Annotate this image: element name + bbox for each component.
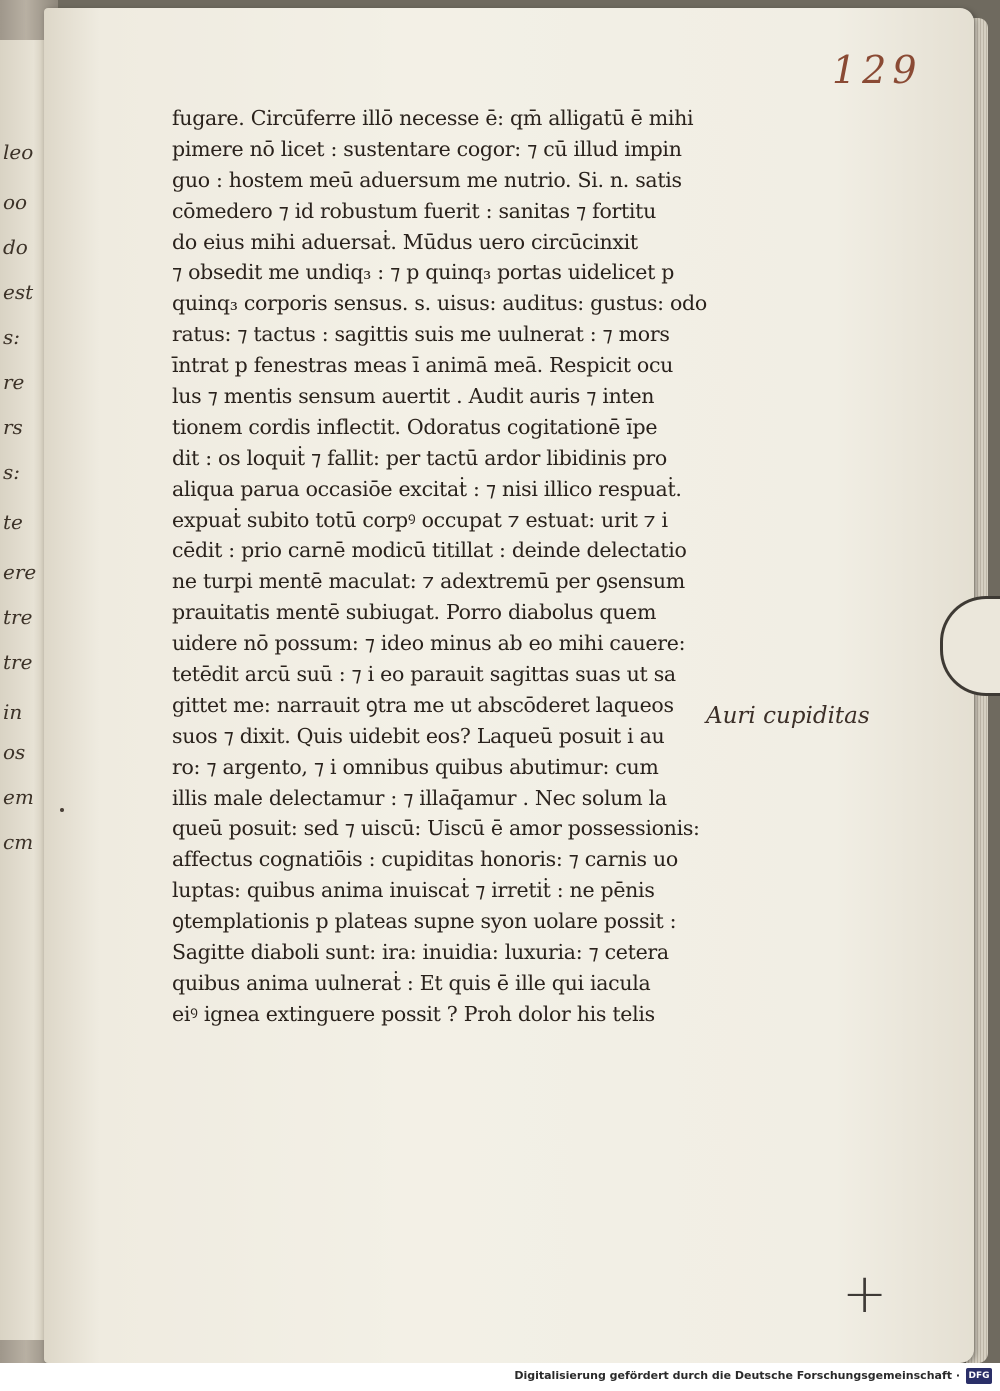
text-line: dit : os loquiṫ ⁊ fallit: per tactū ardor libidinis pro	[172, 445, 667, 470]
text-line: illis male delectamur : ⁊ illaq̄amur . Nec solum la	[172, 785, 667, 810]
text-line: guo : hostem meū aduersum me nutrio. Si. n. satis	[172, 167, 682, 192]
text-line: quinq₃ corporis sensus. s. uisus: auditus: gustus: odo	[172, 291, 707, 316]
text-line: gittet me: narrauit ꝯtra me ut abscōderet laqueos	[172, 692, 674, 717]
text-line: uidere nō possum: ⁊ ideo minus ab eo mihi cauere:	[172, 631, 686, 656]
text-line: pimere nō licet : sustentare cogor: ⁊ cū illud impin	[172, 136, 682, 161]
text-line: Sagitte diaboli sunt: ira: inuidia: luxuria: ⁊ cetera	[172, 940, 669, 965]
text-line: īntrat p fenestras meas ī animā meā. Respicit ocu	[172, 353, 674, 378]
prev-page-fragment: est	[3, 280, 34, 304]
text-line: ratus: ⁊ tactus : sagittis suis me uulnerat : ⁊ mors	[172, 322, 670, 347]
prev-page-fragment: do	[3, 235, 28, 259]
text-line: tetēdit arcū suū : ⁊ i eo parauit sagittas suas ut sa	[172, 662, 676, 687]
text-line: ꝯtemplationis p plateas supne syon uolare possit :	[172, 909, 677, 934]
prev-page-fragment: tre	[3, 650, 33, 674]
margin-dot	[60, 808, 64, 812]
prev-page-fragment: oo	[3, 190, 28, 214]
prev-page-fragment: ere	[3, 560, 37, 584]
cross-mark: +	[842, 1262, 888, 1325]
text-line: ⁊ obsedit me undiq₃ : ⁊ p quinq₃ portas uidelicet p	[172, 260, 675, 285]
marginal-note: Auri cupiditas	[706, 703, 870, 729]
text-line: expuaṫ subito totū corpꝰ occupat ⁊ estuat: urit ⁊ i	[172, 507, 668, 532]
text-line: affectus cognatiōis : cupiditas honoris: ⁊ carnis uo	[172, 847, 678, 872]
prev-page-fragment: in	[3, 700, 23, 724]
text-line: cōmedero ⁊ id robustum fuerit : sanitas ⁊ fortitu	[172, 198, 657, 223]
text-line: luptas: quibus anima inuiscaṫ ⁊ irretiṫ : ne pēnis	[172, 878, 655, 903]
text-line: cēdit : prio carnē modicū titillat : deinde delectatio	[172, 538, 687, 563]
text-line: ne turpi mentē maculat: ⁊ adextremū per ꝯsensum	[172, 569, 685, 594]
prev-page-fragment: cm	[3, 830, 34, 854]
text-line: quibus anima uulneraṫ : Et quis ē ille qui iacula	[172, 970, 651, 995]
text-line: do eius mihi aduersaṫ. Mūdus uero circūcinxit	[172, 229, 638, 254]
prev-page-fragment: s:	[3, 460, 21, 484]
previous-page-edge	[0, 40, 49, 1340]
text-line: prauitatis mentē subiugat. Porro diabolus quem	[172, 600, 657, 625]
text-line: queū posuit: sed ⁊ uiscū: Uiscū ē amor possessionis:	[172, 816, 700, 841]
text-line: tionem cordis inflectit. Odoratus cogitationē īpe	[172, 414, 658, 439]
text-line: suos ⁊ dixit. Quis uidebit eos? Laqueū posuit i au	[172, 723, 665, 748]
dfg-logo: DFG	[966, 1368, 992, 1384]
text-line: lus ⁊ mentis sensum auertit . Audit auris ⁊ inten	[172, 384, 655, 409]
prev-page-fragment: rs	[3, 415, 23, 439]
prev-page-fragment: s:	[3, 325, 21, 349]
prev-page-fragment: re	[3, 370, 25, 394]
folio-number: 129	[832, 48, 923, 92]
digitization-footer	[0, 1363, 1000, 1391]
text-line: eiꝰ ignea extinguere possit ? Proh dolor his telis	[172, 1001, 655, 1026]
prev-page-fragment: os	[3, 740, 26, 764]
prev-page-fragment: te	[3, 510, 23, 534]
prev-page-fragment: em	[3, 785, 34, 809]
main-text-block	[172, 103, 717, 1030]
prev-page-fragment: leo	[3, 140, 34, 164]
prev-page-fragment: tre	[3, 605, 33, 629]
text-line: ro: ⁊ argento, ⁊ i omnibus quibus abutimur: cum	[172, 754, 659, 779]
text-line: fugare. Circūferre illō necesse ē: qm̄ alligatū ē mihi	[172, 106, 694, 130]
footer-credit: Digitalisierung gefördert durch die Deutsche Forschungsgemeinschaft ·	[514, 1369, 960, 1382]
text-line: aliqua parua occasiōe excitaṫ : ⁊ nisi illico respuaṫ.	[172, 476, 682, 501]
